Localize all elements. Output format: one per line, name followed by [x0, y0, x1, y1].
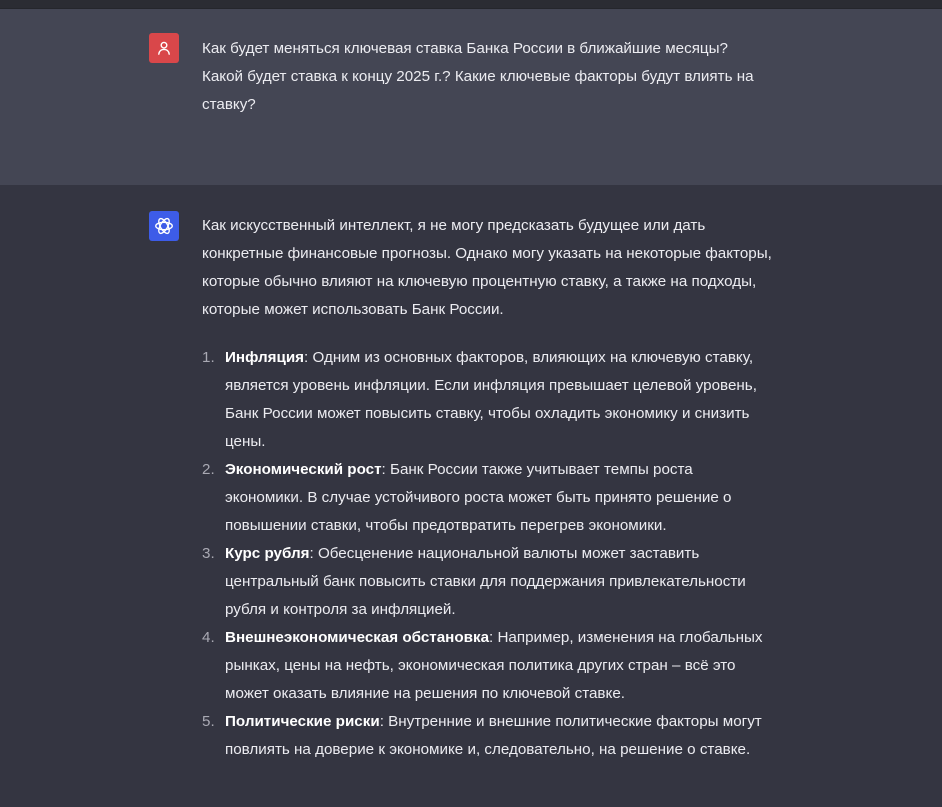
list-item-number: 3.: [202, 545, 215, 562]
top-bar: [0, 0, 942, 9]
list-item-text: : Банк России также учитывает темпы роста экономики. В случае устойчивого роста может быть принято решение о повышении ставки, чтобы предотвратить перегрев экономики.: [225, 461, 732, 534]
list-item-number: 4.: [202, 629, 215, 646]
user-message-block: [0, 9, 942, 185]
list-item-text: : Одним из основных факторов, влияющих на ключевую ставку, является уровень инфляции. Если инфляция превышает целевой уровень, Банк России может повысить ставку, чтобы охладить экономику и снизить цены.: [225, 349, 757, 450]
list-item: [202, 708, 772, 764]
assistant-message-block: [0, 185, 942, 807]
list-item: [202, 624, 772, 708]
ai-logo-icon: [153, 215, 175, 237]
list-item-text: : Обесценение национальной валюты может заставить центральный банк повысить ставки для поддержания привлекательности рубля и контроля за инфляцией.: [225, 545, 746, 618]
list-item-text: : Например, изменения на глобальных рынках, цены на нефть, экономическая политика других стран – всё это может оказать влияние на решения по ключевой ставке.: [225, 629, 763, 702]
user-message-text: Как будет меняться ключевая ставка Банка России в ближайшие месяцы? Какой будет ставка к концу 2025 г.? Какие ключевые факторы будут влиять на ставку?: [202, 40, 754, 113]
list-item: [202, 344, 772, 456]
list-item-title: Инфляция: [225, 349, 305, 366]
list-item: [202, 456, 772, 540]
list-item-number: 2.: [202, 461, 215, 478]
assistant-intro-paragraph: Как искусственный интеллект, я не могу предсказать будущее или дать конкретные финансовые прогнозы. Однако могу указать на некоторые факторы, которые обычно влияют на ключевую процентную ставку, а также на подходы, которые может использовать Банк России.: [202, 217, 772, 318]
list-item-title: Внешнеэкономическая обстановка: [225, 629, 490, 646]
list-item-text: : Внутренние и внешние политические факторы могут повлиять на доверие к экономике и, следовательно, на решение о ставке.: [225, 713, 762, 758]
list-item-title: Экономический рост: [225, 461, 382, 478]
list-item-title: Курс рубля: [225, 545, 310, 562]
user-avatar: [149, 33, 179, 63]
list-item-number: 1.: [202, 349, 215, 366]
assistant-message-text: [202, 212, 772, 764]
user-icon: [156, 40, 172, 56]
factors-list: [202, 344, 772, 764]
assistant-avatar: [149, 211, 179, 241]
list-item-title: Политические риски: [225, 713, 380, 730]
list-item-number: 5.: [202, 713, 215, 730]
list-item: [202, 540, 772, 624]
